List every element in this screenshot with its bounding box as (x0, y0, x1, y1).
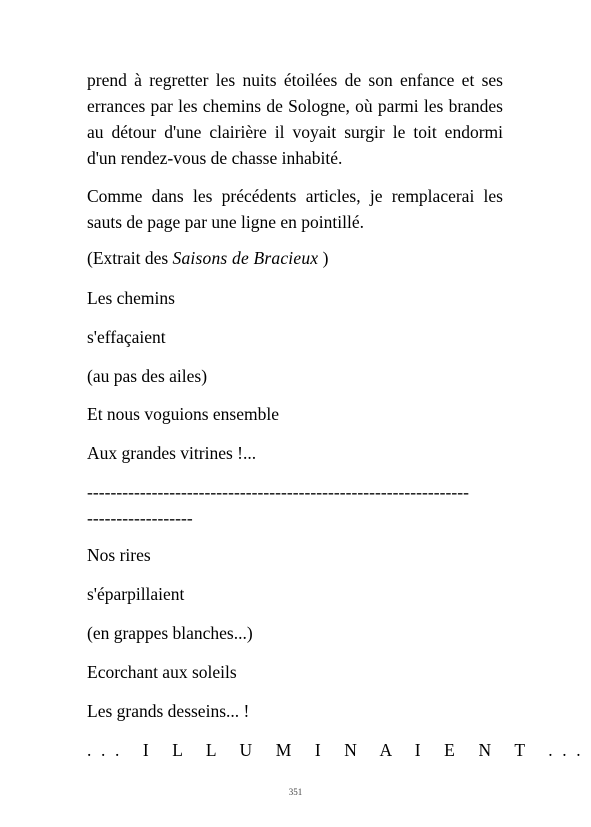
extract-prefix: (Extrait des (87, 248, 173, 268)
poem-line: (en grappes blanches...) (87, 623, 253, 643)
paragraph-1: prend à regretter les nuits étoilées de son enfance et ses errances par les chemins de Sologne, où parmi les brandes au détour d'une clairière il voyait surgir le toit endormi d'un rendez-vous de chasse inhabité. (87, 70, 503, 168)
poem-line: s'effaçaient (87, 327, 166, 347)
poem-line: (au pas des ailes) (87, 366, 208, 386)
poem-line: Nos rires (87, 545, 151, 565)
poem-line: Les chemins (87, 288, 175, 308)
poem-line: Ecorchant aux soleils (87, 662, 237, 682)
extract-suffix: ) (318, 248, 329, 268)
spaced-poem-line: ... I L L U M I N A I E N T ... (87, 740, 591, 760)
poem-line: s'éparpillaient (87, 584, 185, 604)
poem-line: Les grands desseins... ! (87, 701, 250, 721)
extract-reference (87, 245, 328, 271)
extract-title: Saisons de Bracieux (172, 248, 319, 268)
paragraph-2: Comme dans les précédents articles, je remplacerai les sauts de page par une ligne en pointillé. (87, 186, 503, 232)
poem-line: Et nous voguions ensemble (87, 404, 279, 424)
dotted-separator-continued: ------------------ (87, 508, 193, 528)
poem-line: Aux grandes vitrines !... (87, 443, 257, 463)
dotted-separator: ----------------------------------------------------------------- (87, 482, 470, 502)
page-number: 351 (288, 787, 303, 797)
